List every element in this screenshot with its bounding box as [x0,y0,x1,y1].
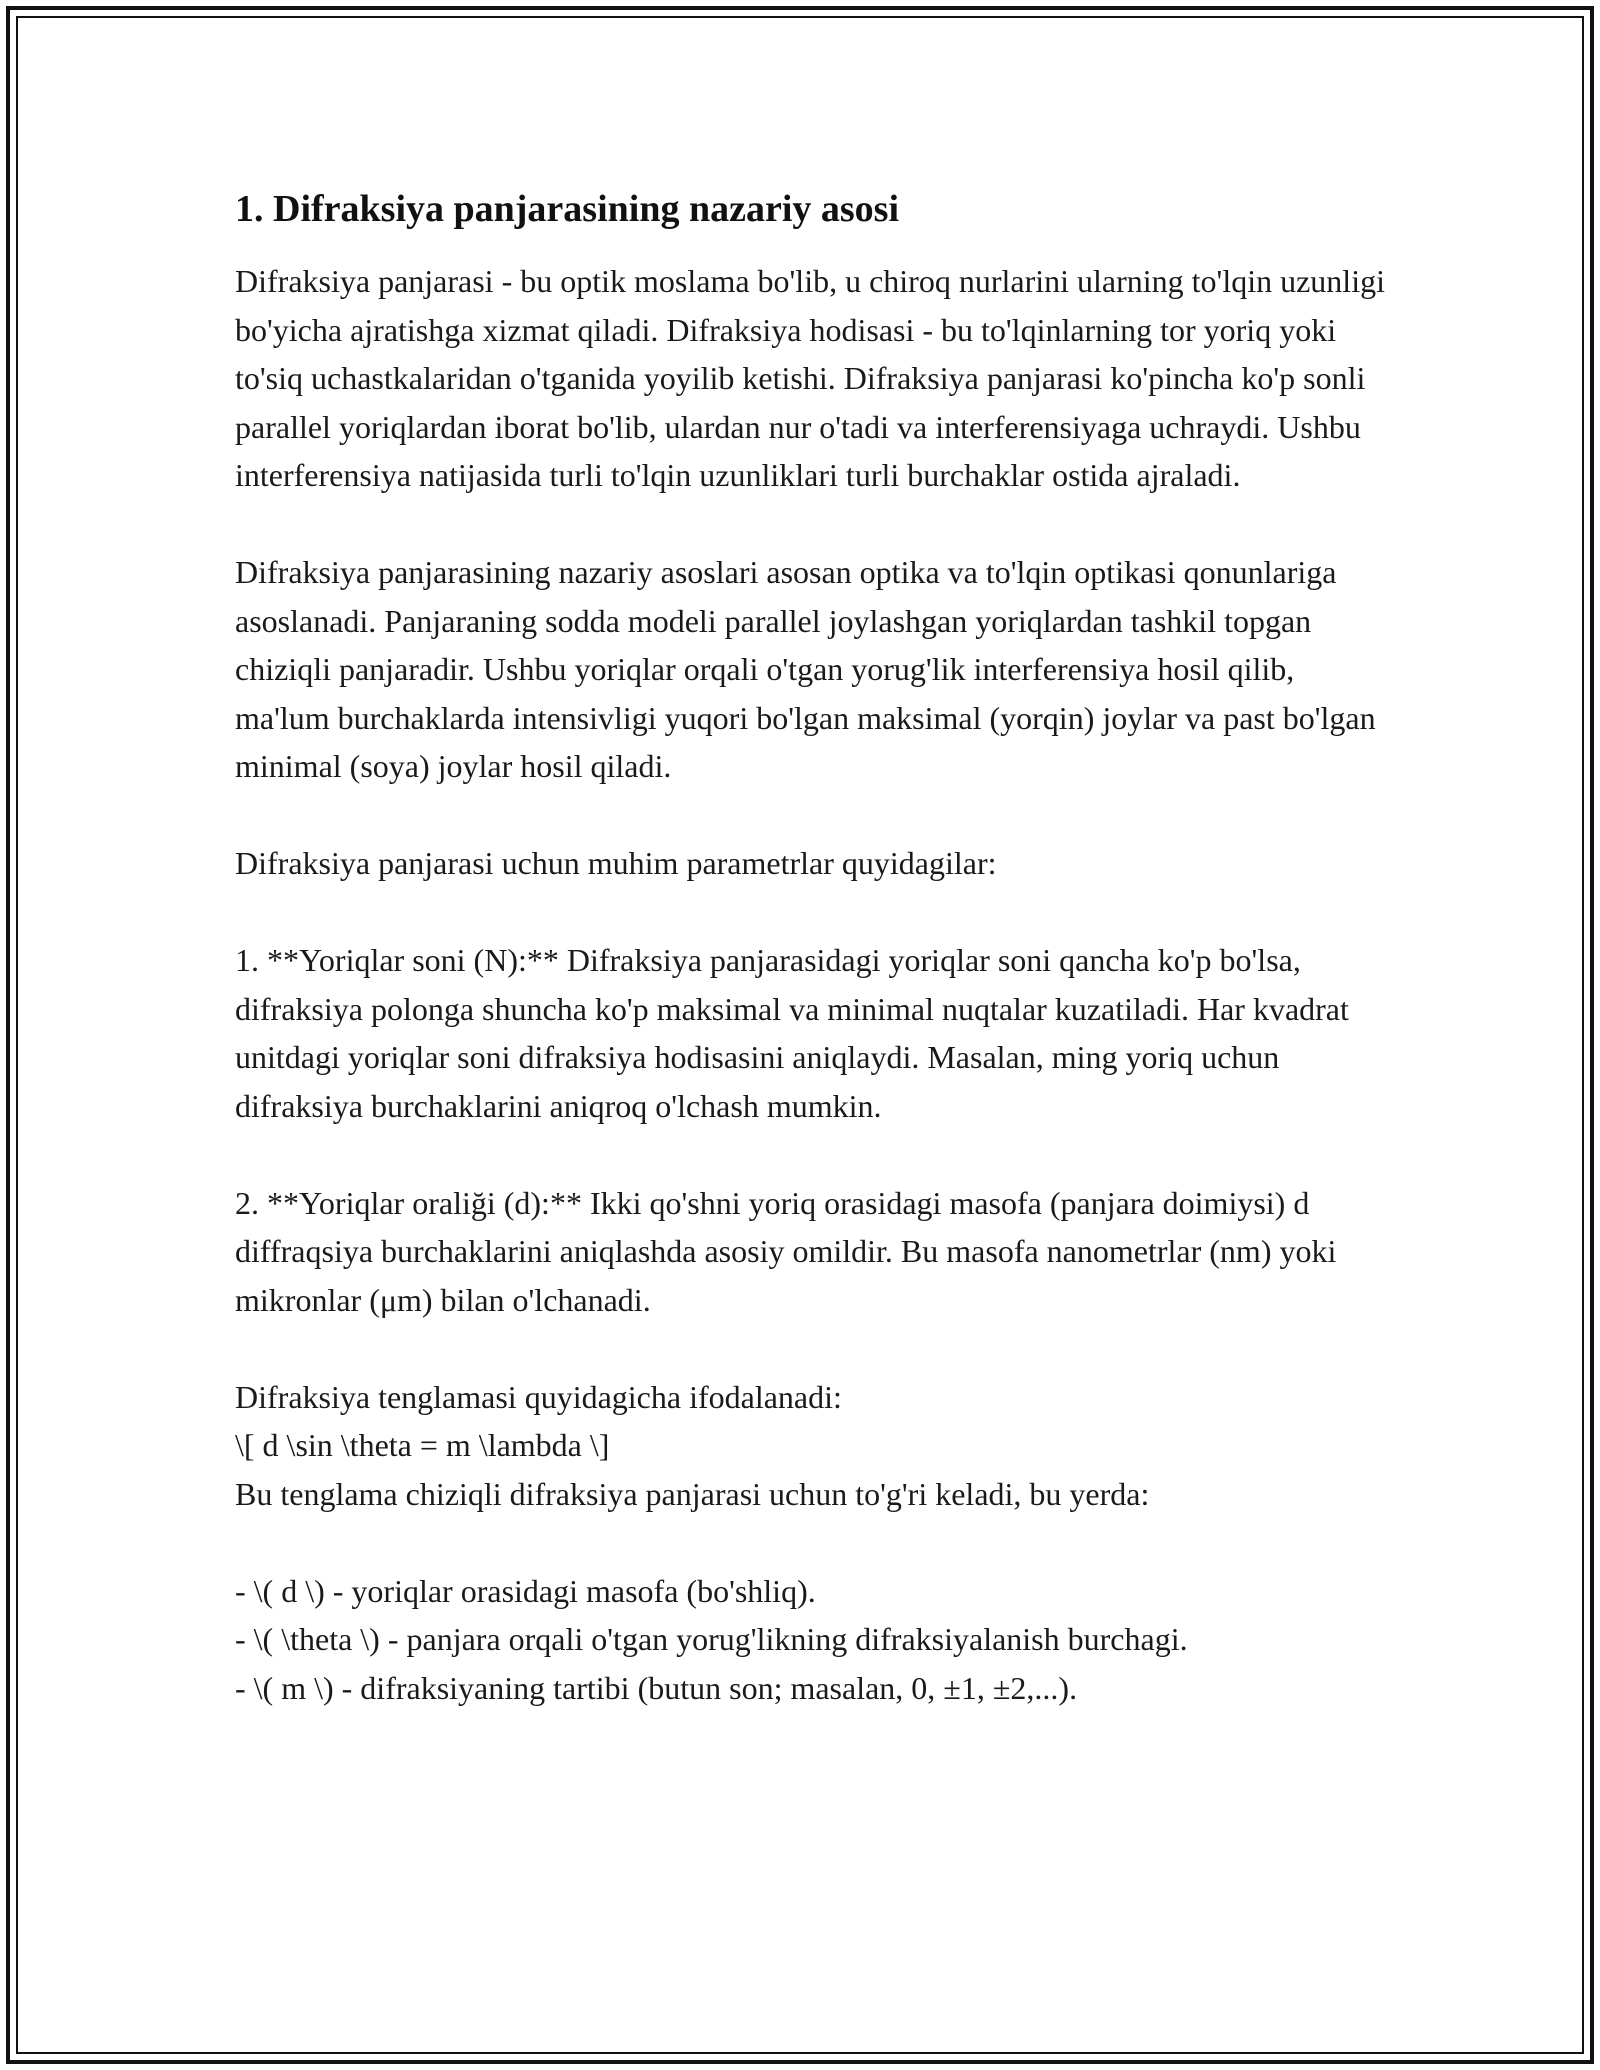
equation-explanation: Bu tenglama chiziqli difraksiya panjarasi uchun to'g'ri keladi, bu yerda: [235,1475,1150,1512]
paragraph-intro: Difraksiya panjarasi - bu optik moslama bo'lib, u chiroq nurlarini ularning to'lqin uzunligi bo'yicha ajratishga xizmat qiladi. Difraksiya hodisasi - bu to'lqinlarning tor yoriq yoki to'siq uchastkalaridan o'tganida yoyilib ketishi. Difraksiya panjarasi ko'pincha ko'p sonli parallel yoriqlardan iborat bo'lib, ulardan nur o'tadi va interferensiyaga uchraydi. Ushbu interferensiya natijasida turli to'lqin uzunliklari turli burchaklar ostida ajraladi. [235,263,1385,493]
paragraph-slit-count: 1. **Yoriqlar soni (N):** Difraksiya panjarasidagi yoriqlar soni qancha ko'p bo'lsa, difraksiya polonga shuncha ko'p maksimal va minimal nuqtalar kuzatiladi. Har kvadrat unitdagi yoriqlar soni difraksiya hodisasini aniqlaydi. Masalan, ming yoriq uchun difraksiya burchaklarini aniqroq o'lchash mumkin. [235,942,1349,1124]
equation-intro: Difraksiya tenglamasi quyidagicha ifodalanadi: [235,1378,842,1415]
paragraph-parameters-intro: Difraksiya panjarasi uchun muhim parametrlar quyidagilar: [235,845,997,881]
definitions-list [235,1567,1385,1713]
definition-item-m: - \( m \) - difraksiyaning tartibi (butun son; masalan, 0, ±1, ±2,...). [235,1669,1078,1706]
section-heading: 1. Difraksiya panjarasining nazariy asosi [235,188,900,230]
paragraph-slit-spacing: 2. **Yoriqlar oraliği (d):** Ikki qo'shni yoriq orasidagi masofa (panjara doimiysi) d diffraqsiya burchaklarini aniqlashda asosiy omildir. Bu masofa nanometrlar (nm) yoki mikronlar (μm) bilan o'lchanadi. [235,1184,1337,1318]
definition-item-d: - \( d \) - yoriqlar orasidagi masofa (bo'shliq). [235,1572,816,1609]
document-body [235,185,1385,1761]
equation-block [235,1373,1385,1519]
equation-formula: \[ d \sin \theta = m \lambda \] [235,1427,610,1463]
paragraph-theory: Difraksiya panjarasining nazariy asoslari asosan optika va to'lqin optikasi qonunlariga asoslanadi. Panjaraning sodda modeli parallel joylashgan yoriqlardan tashkil topgan chiziqli panjaradir. Ushbu yoriqlar orqali o'tgan yorug'lik interferensiya hosil qilib, ma'lum burchaklarda intensivligi yuqori bo'lgan maksimal (yorqin) joylar va past bo'lgan minimal (soya) joylar hosil qiladi. [235,554,1376,784]
definition-item-theta: - \( \theta \) - panjara orqali o'tgan yorug'likning difraksiyalanish burchagi. [235,1621,1188,1657]
